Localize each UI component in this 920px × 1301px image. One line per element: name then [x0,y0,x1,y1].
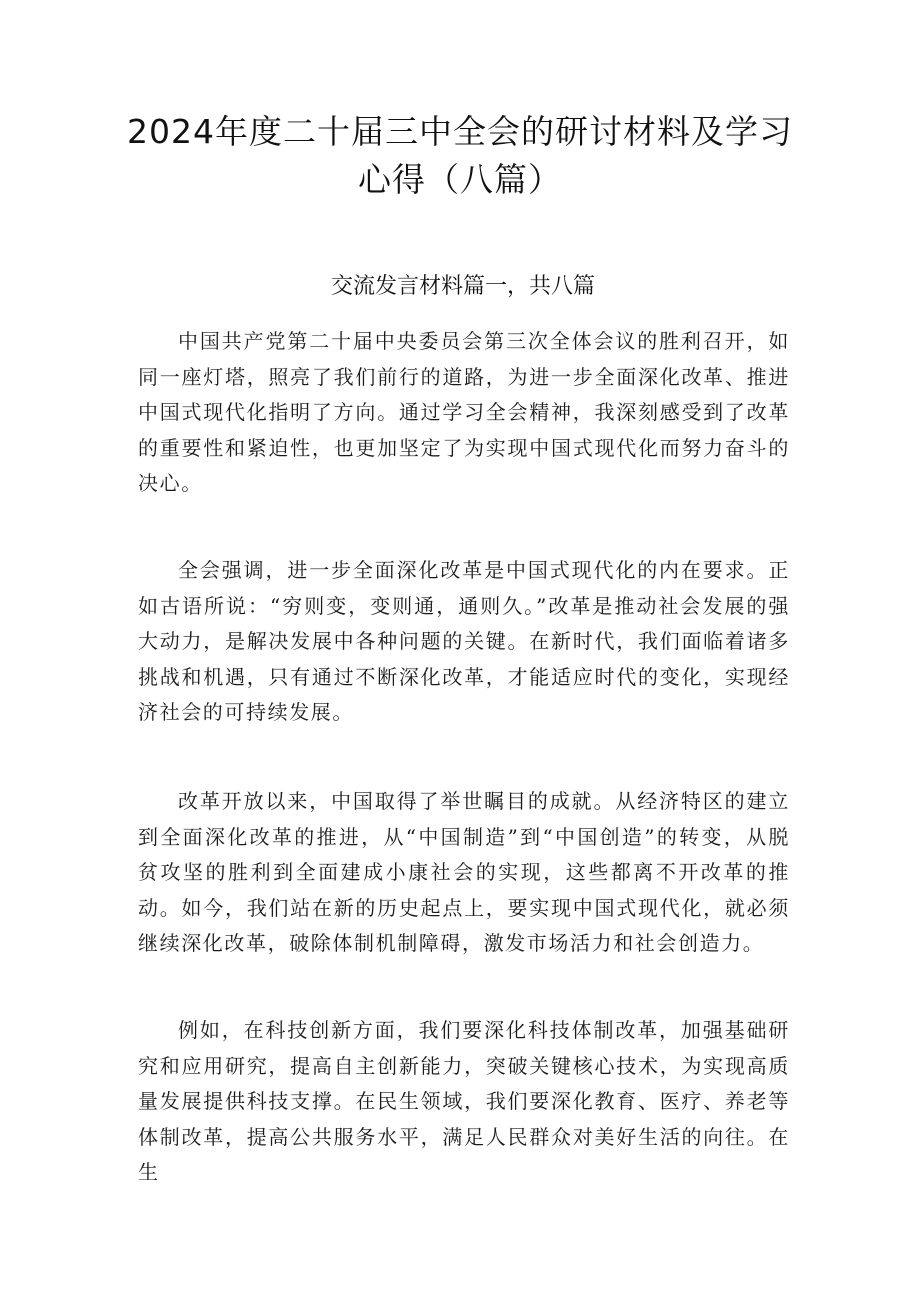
paragraph-4 [138,1013,790,1191]
paragraph-text: 改革开放以来，中国取得了举世瞩目的成就。从经济特区的建立到全面深化改革的推进，从“中国制造”到“中国创造”的转变，从脱贫攻坚的胜利到全面建成小康社会的实现，这些都离不开改革的推动。如今，我们站在新的历史起点上，要实现中国式现代化，就必须继续深化改革，破除体制机制障碍，激发市场活力和社会创造力。 [138,789,790,955]
paragraph-2 [138,553,790,731]
document-title: 2024年度二十届三中全会的研讨材料及学习心得（八篇） [127,112,793,199]
paragraph-1 [138,324,790,502]
paragraph-3 [138,784,790,962]
section-heading: 交流发言材料篇一，共八篇 [330,274,595,299]
paragraph-text: 全会强调，进一步全面深化改革是中国式现代化的内在要求。正如古语所说：“穷则变，变则通，通则久。”改革是推动社会发展的强大动力，是解决发展中各种问题的关键。在新时代，我们面临着诸多挑战和机遇，只有通过不断深化改革，才能适应时代的变化，实现经济社会的可持续发展。 [138,558,790,724]
paragraph-text: 例如，在科技创新方面，我们要深化科技体制改革，加强基础研究和应用研究，提高自主创新能力，突破关键核心技术，为实现高质量发展提供科技支撑。在民生领域，我们要深化教育、医疗、养老等体制改革，提高公共服务水平，满足人民群众对美好生活的向往。在生 [138,1018,790,1184]
paragraph-text: 中国共产党第二十届中央委员会第三次全体会议的胜利召开，如同一座灯塔，照亮了我们前行的道路，为进一步全面深化改革、推进中国式现代化指明了方向。通过学习全会精神，我深刻感受到了改革的重要性和紧迫性，也更加坚定了为实现中国式现代化而努力奋斗的决心。 [138,329,790,495]
